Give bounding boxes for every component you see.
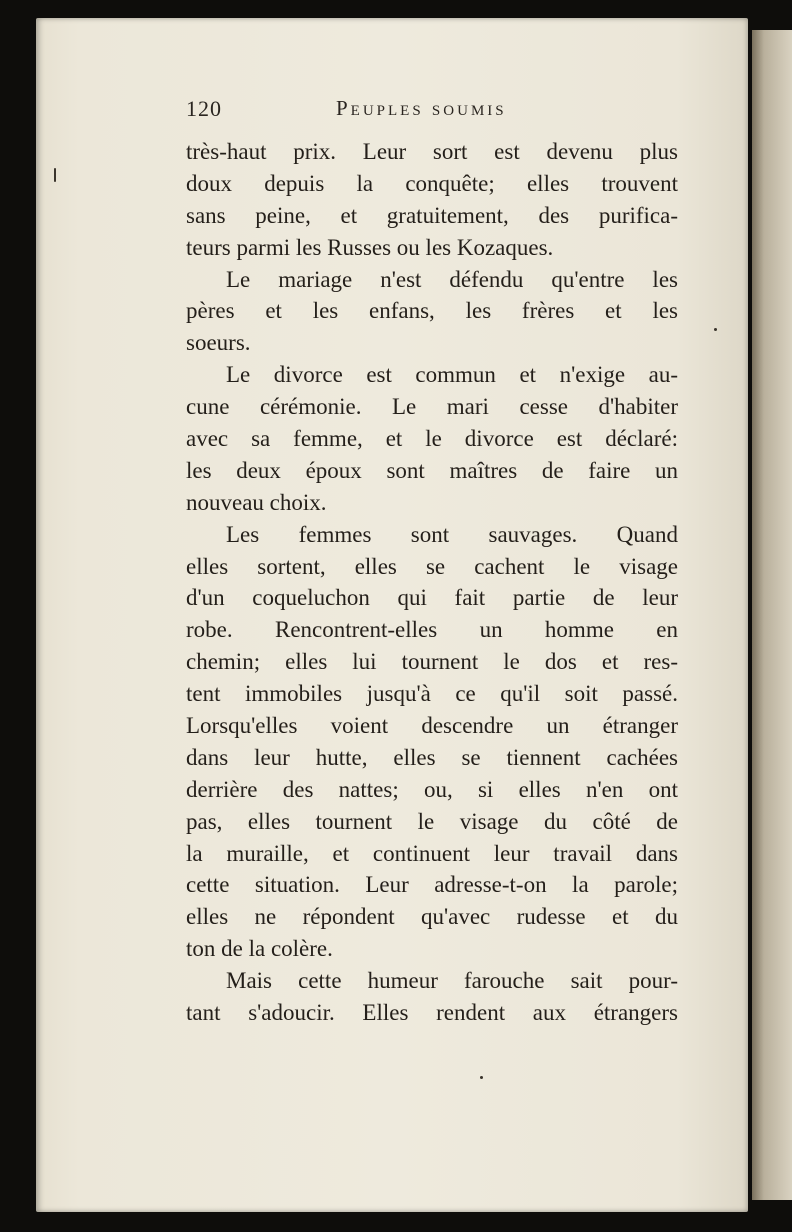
- page-number: 120: [186, 96, 222, 121]
- text-line: très-haut prix. Leur sort est devenu plus: [186, 139, 678, 164]
- text-line: doux depuis la conquête; elles trouvent: [186, 170, 678, 196]
- text-line: cune cérémonie. Le mari cesse d'habiter: [186, 394, 678, 420]
- text-line: soeurs.: [186, 330, 251, 356]
- text-line: les deux époux sont maîtres de faire un: [186, 457, 678, 483]
- text-line: la muraille, et continuent leur travail dans: [186, 840, 678, 866]
- paper-speck: [480, 1076, 483, 1079]
- text-line: cette situation. Leur adresse-t-on la parole;: [186, 872, 678, 898]
- text-line: Mais cette humeur farouche sait pour-: [226, 968, 678, 994]
- text-line: teurs parmi les Russes ou les Kozaques.: [186, 234, 554, 260]
- text-line: pères et les enfans, les frères et les: [186, 298, 678, 324]
- text-line: d'un coqueluchon qui fait partie de leur: [186, 585, 678, 611]
- text-line: Le divorce est commun et n'exige au-: [226, 362, 678, 388]
- text-line: nouveau choix.: [186, 489, 327, 515]
- running-head: [0, 96, 792, 126]
- text-line: pas, elles tournent le visage du côté de: [186, 808, 678, 834]
- text-line: sans peine, et gratuitement, des purifica-: [186, 202, 678, 228]
- text-line: tent immobiles jusqu'à ce qu'il soit passé.: [186, 681, 678, 707]
- text-line: elles ne répondent qu'avec rudesse et du: [186, 904, 678, 930]
- paper-speck: [54, 168, 56, 182]
- text-line: elles sortent, elles se cachent le visage: [186, 553, 678, 579]
- text-line: chemin; elles lui tournent le dos et res-: [186, 649, 678, 675]
- text-line: Les femmes sont sauvages. Quand: [226, 521, 678, 547]
- text-line: dans leur hutte, elles se tiennent cachées: [186, 744, 678, 770]
- text-line: derrière des nattes; ou, si elles n'en ont: [186, 776, 678, 802]
- facing-page-edge: [752, 30, 792, 1200]
- text-line: robe. Rencontrent-elles un homme en: [186, 617, 678, 643]
- text-line: Le mariage n'est défendu qu'entre les: [226, 266, 678, 292]
- text-line: tant s'adoucir. Elles rendent aux étrangers: [186, 1000, 678, 1026]
- text-line: ton de la colère.: [186, 936, 333, 962]
- text-line: avec sa femme, et le divorce est déclaré:: [186, 426, 678, 452]
- text-line: Lorsqu'elles voient descendre un étranger: [186, 713, 678, 739]
- running-title: Peuples soumis: [336, 96, 507, 120]
- body-text: [186, 136, 678, 1029]
- paper-speck: [714, 328, 717, 331]
